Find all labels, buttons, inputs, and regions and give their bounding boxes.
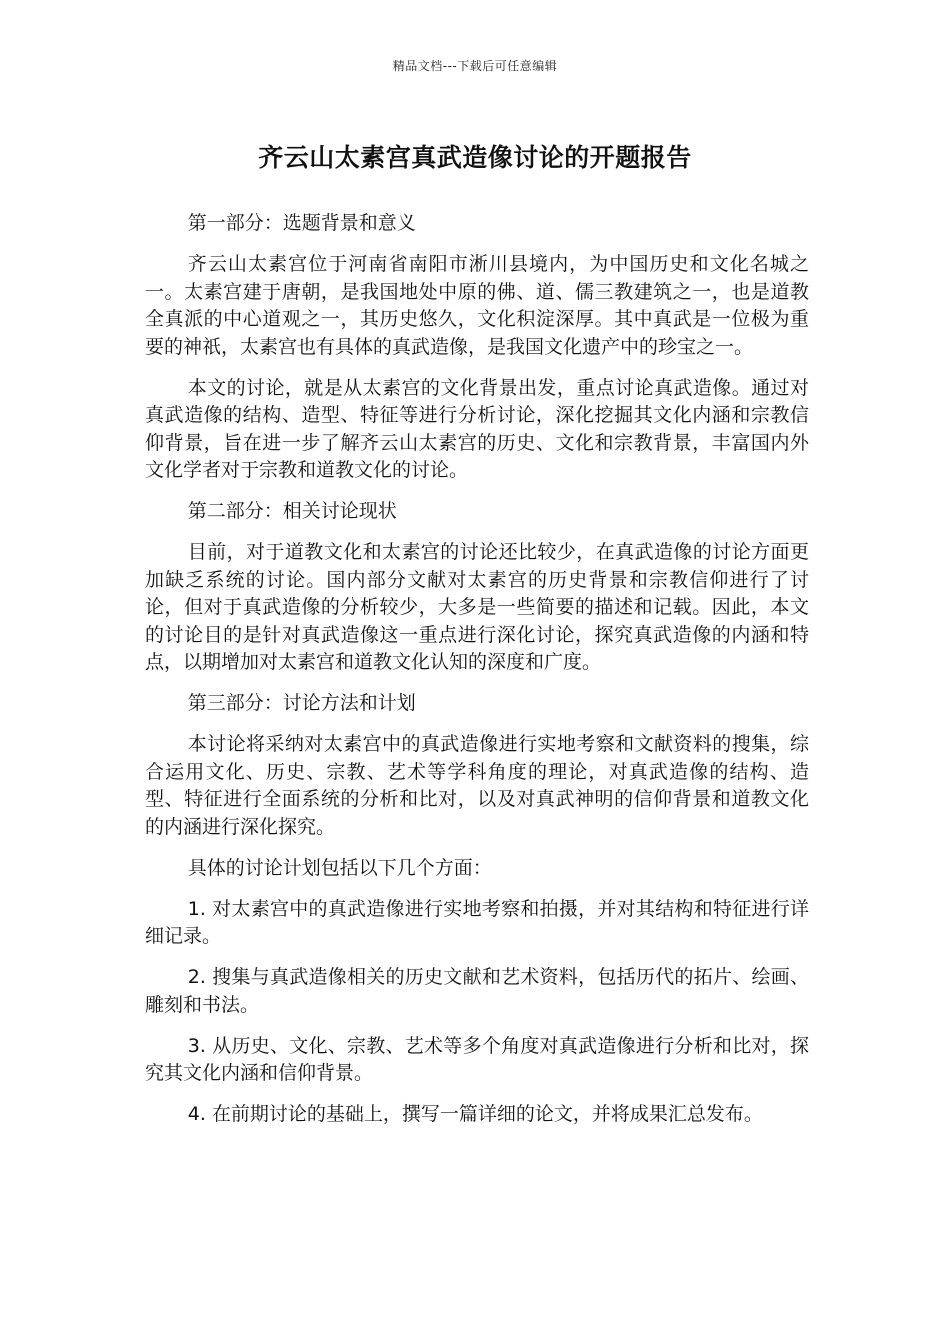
header-note: 精品文档---下载后可任意编辑 [392,59,558,73]
plan-item-3: 3. 从历史、文化、宗教、艺术等多个角度对真武造像进行分析和比对，探究其文化内涵和信仰背景。 [145,1034,809,1084]
section-3-paragraph-1: 本讨论将采纳对太素宫中的真武造像进行实地考察和文献资料的搜集，综合运用文化、历史、宗教、艺术等学科角度的理论，对真武造像的结构、造型、特征进行全面系统的分析和比对，以及对真武神明的信仰背景和道教文化的内涵进行深化探究。 [145,733,809,838]
plan-item-2: 2. 搜集与真武造像相关的历史文献和艺术资料，包括历代的拓片、绘画、雕刻和书法。 [145,966,809,1016]
section-2-paragraph-1: 目前，对于道教文化和太素宫的讨论还比较少，在真武造像的讨论方面更加缺乏系统的讨论。国内部分文献对太素宫的历史背景和宗教信仰进行了讨论，但对于真武造像的分析较少，大多是一些简要的描述和记载。因此，本文的讨论目的是针对真武造像这一重点进行深化讨论，探究真武造像的内涵和特点，以期增加对太素宫和道教文化认知的深度和广度。 [145,541,809,673]
section-3-heading: 第三部分：讨论方法和计划 [187,692,416,714]
section-1-paragraph-1: 齐云山太素宫位于河南省南阳市淅川县境内，为中国历史和文化名城之一。太素宫建于唐朝，是我国地处中原的佛、道、儒三教建筑之一，也是道教全真派的中心道观之一，其历史悠久，文化积淀深厚。其中真武是一位极为重要的神祇，太素宫也有具体的真武造像，是我国文化遗产中的珍宝之一。 [145,253,809,358]
section-1-paragraph-2: 本文的讨论，就是从太素宫的文化背景出发，重点讨论真武造像。通过对真武造像的结构、造型、特征等进行分析讨论，深化挖掘其文化内涵和宗教信仰背景，旨在进一步了解齐云山太素宫的历史、文化和宗教背景，丰富国内外文化学者对于宗教和道教文化的讨论。 [145,376,809,481]
plan-item-1: 1. 对太素宫中的真武造像进行实地考察和拍摄，并对其结构和特征进行详细记录。 [145,897,809,947]
section-1-heading: 第一部分：选题背景和意义 [187,212,416,234]
section-2-heading: 第二部分：相关讨论现状 [187,500,397,522]
plan-item-4: 4. 在前期讨论的基础上，撰写一篇详细的论文，并将成果汇总发布。 [187,1103,763,1125]
section-3-paragraph-2: 具体的讨论计划包括以下几个方面： [187,856,492,879]
document-body [145,210,809,1142]
document-title: 齐云山太素宫真武造像讨论的开题报告 [258,143,692,172]
